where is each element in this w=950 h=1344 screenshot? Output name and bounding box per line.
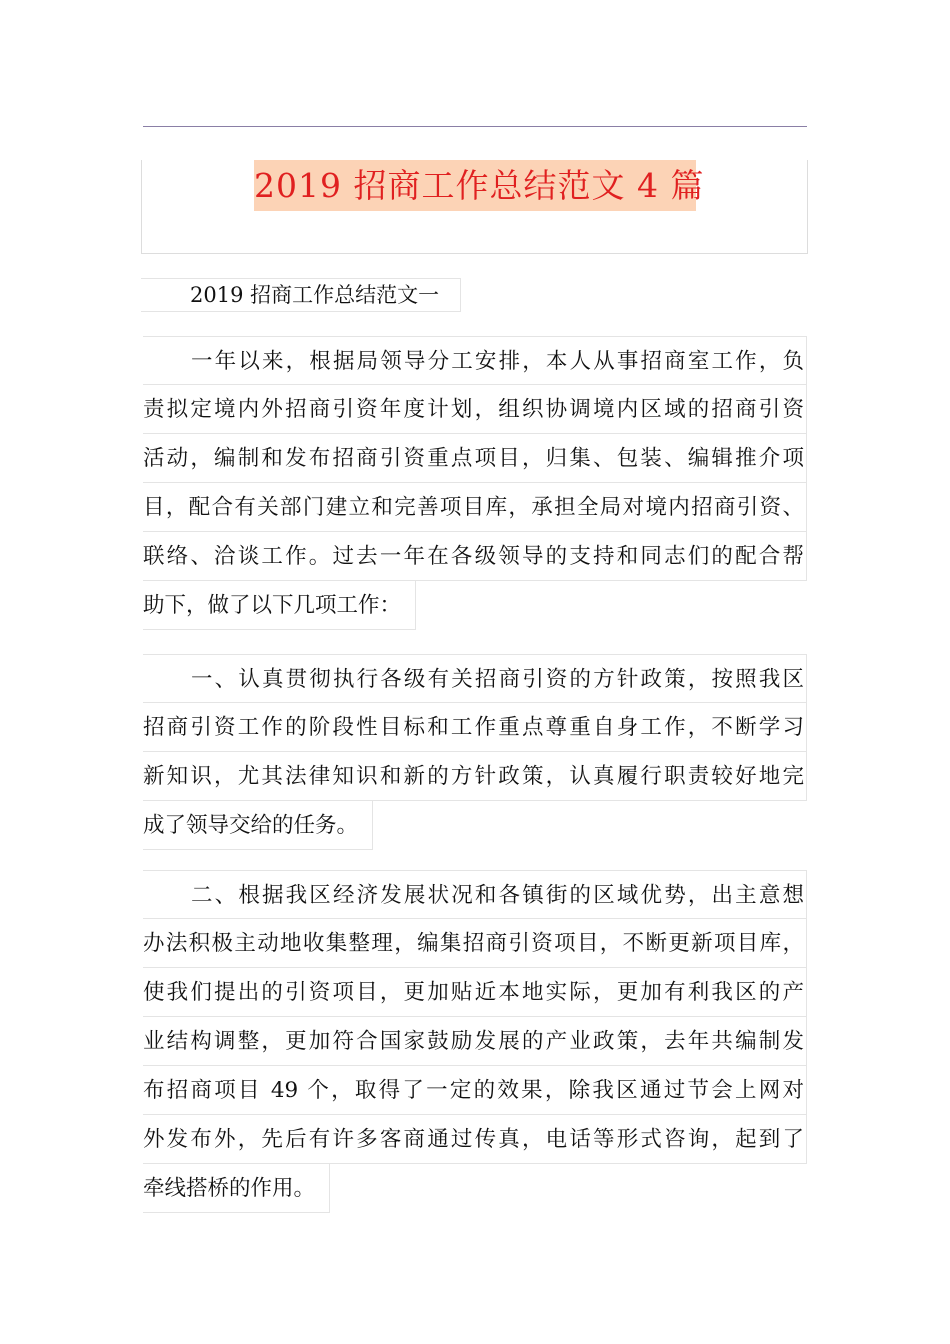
paragraph-line: 牵线搭桥的作用。 [143, 1164, 330, 1213]
paragraph-line: 二、根据我区经济发展状况和各镇街的区域优势，出主意想 [143, 870, 807, 919]
paragraph-line: 联络、洽谈工作。过去一年在各级领导的支持和同志们的配合帮 [143, 532, 807, 581]
paragraph-line: 布招商项目 49 个，取得了一定的效果，除我区通过节会上网对 [143, 1066, 807, 1115]
paragraph-line: 成了领导交给的任务。 [143, 801, 373, 850]
paragraph-line: 招商引资工作的阶段性目标和工作重点尊重自身工作，不断学习 [143, 703, 807, 752]
paragraph-2 [143, 654, 807, 850]
paragraph-line: 使我们提出的引资项目，更加贴近本地实际，更加有利我区的产 [143, 968, 807, 1017]
paragraph-line: 一、认真贯彻执行各级有关招商引资的方针政策，按照我区 [143, 654, 807, 703]
paragraph-1 [143, 336, 807, 630]
paragraph-line: 新知识，尤其法律知识和新的方针政策，认真履行职责较好地完 [143, 752, 807, 801]
paragraph-line: 责拟定境内外招商引资年度计划，组织协调境内区域的招商引资 [143, 385, 807, 434]
document-title: 2019 招商工作总结范文 4 篇 [254, 160, 696, 211]
paragraph-line: 目，配合有关部门建立和完善项目库，承担全局对境内招商引资、 [143, 483, 807, 532]
section-heading: 2019 招商工作总结范文一 [190, 283, 440, 307]
paragraph-line: 一年以来，根据局领导分工安排，本人从事招商室工作，负 [143, 336, 807, 385]
paragraph-line: 活动，编制和发布招商引资重点项目，归集、包装、编辑推介项 [143, 434, 807, 483]
paragraph-3 [143, 870, 807, 1213]
paragraph-line: 办法积极主动地收集整理，编集招商引资项目，不断更新项目库， [143, 919, 807, 968]
header-rule [143, 126, 807, 127]
paragraph-line: 助下，做了以下几项工作： [143, 581, 416, 630]
paragraph-line: 业结构调整，更加符合国家鼓励发展的产业政策，去年共编制发 [143, 1017, 807, 1066]
paragraph-line: 外发布外，先后有许多客商通过传真，电话等形式咨询，起到了 [143, 1115, 807, 1164]
